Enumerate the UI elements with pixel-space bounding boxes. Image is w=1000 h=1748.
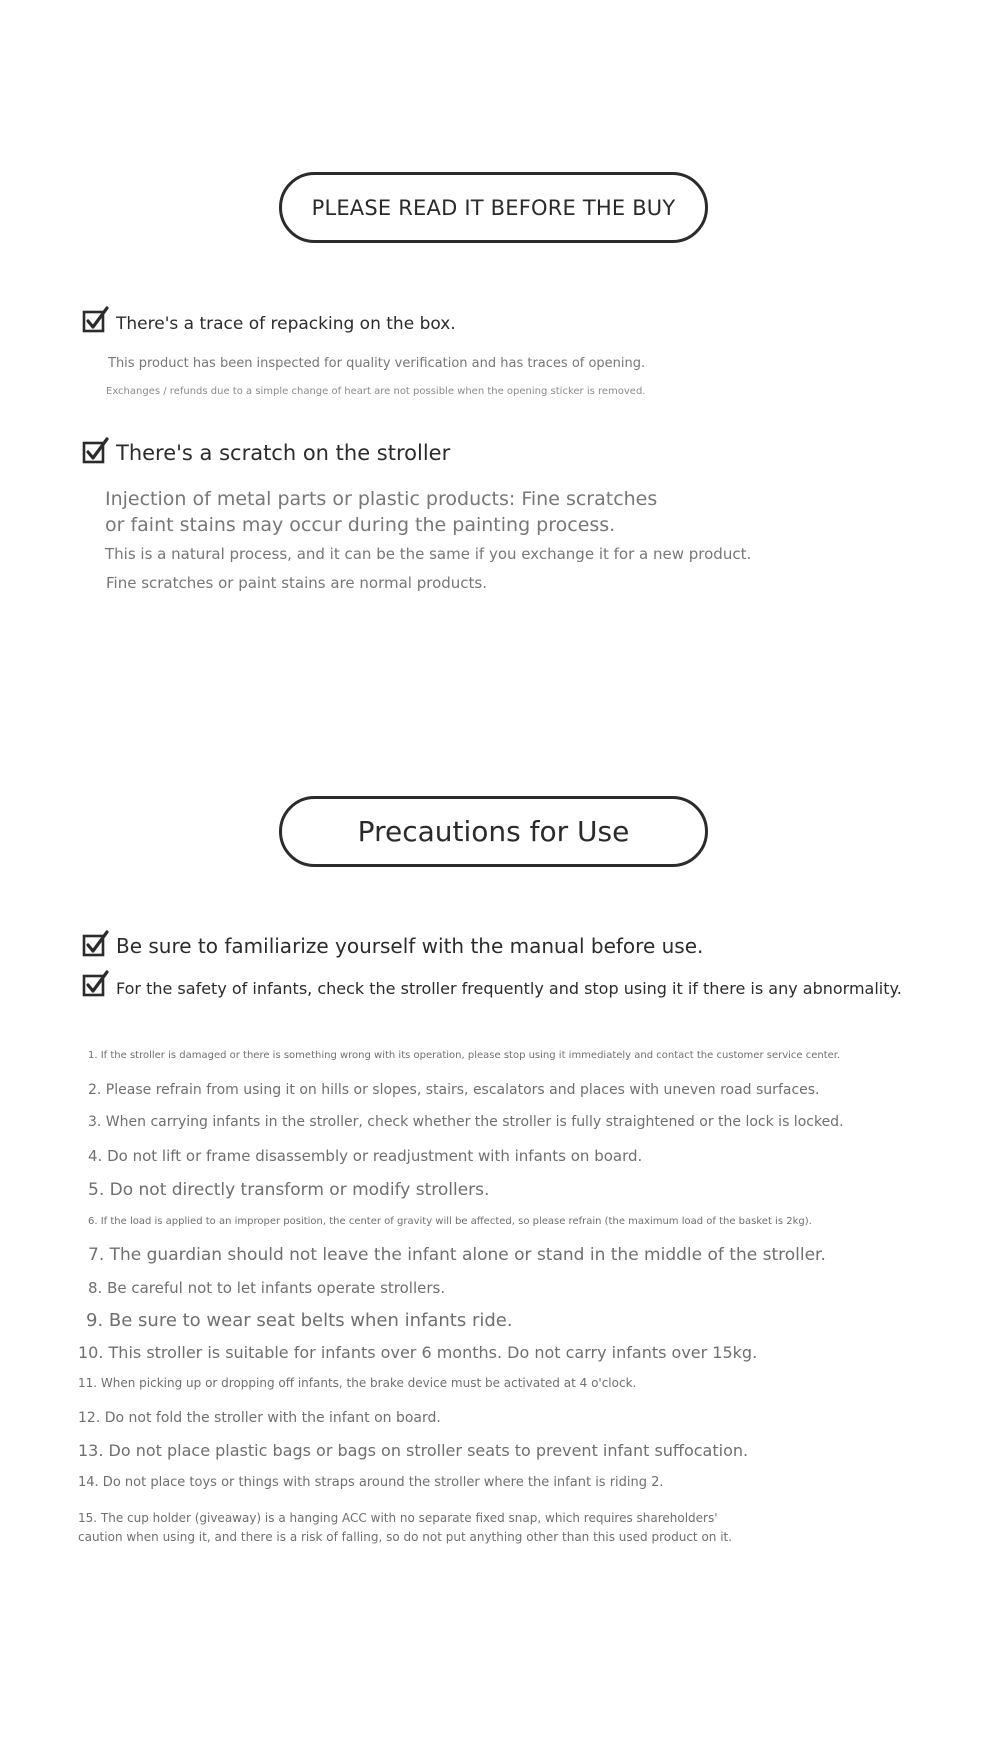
section-heading-text: Precautions for Use [357, 815, 630, 848]
precaution-list-item: 1. If the stroller is damaged or there is something wrong with its operation, please stop using it immediately and contact the customer service center. [88, 1050, 841, 1061]
notice-line: Injection of metal parts or plastic products: Fine scratches [105, 488, 658, 510]
precaution-list-item: 14. Do not place toys or things with straps around the stroller where the infant is riding 2. [78, 1475, 664, 1490]
precaution-list-item: caution when using it, and there is a risk of falling, so do not put anything other than this used product on it. [78, 1530, 733, 1544]
precaution-list-item: 7. The guardian should not leave the infant alone or stand in the middle of the stroller. [88, 1245, 826, 1265]
checkbox-checked-icon [82, 930, 110, 958]
precaution-check-text: For the safety of infants, check the stroller frequently and stop using it if there is any abnormality. [116, 979, 902, 998]
precaution-list-item: 11. When picking up or dropping off infants, the brake device must be activated at 4 o'clock. [78, 1376, 637, 1390]
checkbox-checked-icon [82, 306, 110, 334]
precaution-list-item: 12. Do not fold the stroller with the infant on board. [78, 1410, 441, 1426]
precaution-list-item: 9. Be sure to wear seat belts when infants ride. [86, 1310, 513, 1331]
precaution-list-item: 4. Do not lift or frame disassembly or readjustment with infants on board. [88, 1147, 643, 1165]
precaution-list-item: 6. If the load is applied to an improper position, the center of gravity will be affected, so please refrain (the maximum load of the basket is 2kg). [88, 1216, 812, 1227]
precaution-list-item: 13. Do not place plastic bags or bags on stroller seats to prevent infant suffocation. [78, 1441, 749, 1460]
checkbox-checked-icon [82, 970, 110, 998]
notice-title: There's a scratch on the stroller [116, 441, 451, 465]
section-heading-buy-notice [279, 172, 708, 243]
precaution-list-item: 10. This stroller is suitable for infants over 6 months. Do not carry infants over 15kg. [78, 1343, 758, 1362]
precaution-check-manual [82, 930, 703, 958]
section-heading-text: PLEASE READ IT BEFORE THE BUY [311, 195, 676, 220]
precaution-list-item: 5. Do not directly transform or modify strollers. [88, 1180, 490, 1200]
notice-item-repacking [82, 306, 456, 334]
notice-item-scratch [82, 437, 450, 465]
section-heading-precautions [279, 796, 708, 867]
checkbox-checked-icon [82, 437, 110, 465]
precaution-list-item: 15. The cup holder (giveaway) is a hanging ACC with no separate fixed snap, which requires shareholders' [78, 1511, 718, 1525]
notice-line: or faint stains may occur during the painting process. [105, 514, 616, 536]
notice-line-small: Exchanges / refunds due to a simple change of heart are not possible when the opening sticker is removed. [106, 386, 646, 397]
precaution-list-item: 8. Be careful not to let infants operate strollers. [88, 1279, 446, 1297]
notice-line: This is a natural process, and it can be the same if you exchange it for a new product. [105, 545, 752, 563]
precaution-list-item: 3. When carrying infants in the stroller, check whether the stroller is fully straightened or the lock is locked. [88, 1114, 844, 1130]
notice-title: There's a trace of repacking on the box. [116, 314, 456, 334]
precaution-check-safety [82, 970, 902, 998]
notice-line: This product has been inspected for quality verification and has traces of opening. [108, 356, 646, 371]
precaution-list-item: 2. Please refrain from using it on hills or slopes, stairs, escalators and places with uneven road surfaces. [88, 1082, 820, 1098]
precaution-check-text: Be sure to familiarize yourself with the manual before use. [116, 934, 704, 958]
notice-line: Fine scratches or paint stains are normal products. [106, 574, 487, 592]
